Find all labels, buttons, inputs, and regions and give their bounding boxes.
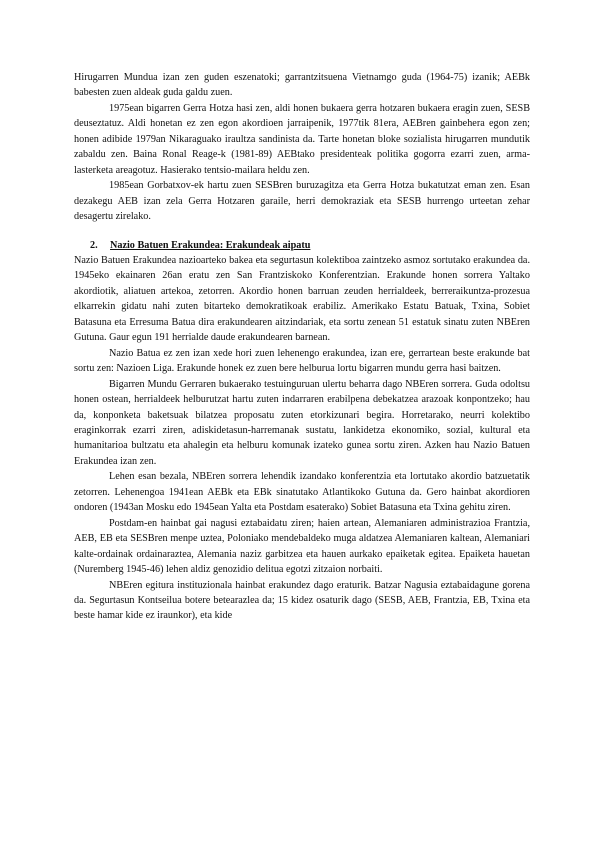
section-number: 2. bbox=[90, 239, 98, 251]
section-heading bbox=[74, 238, 530, 253]
document-page bbox=[74, 70, 530, 624]
paragraph-section-4: Lehen esan bezala, NBEren sorrera lehendik izandako konferentzia eta lortutako akordio batzuetatik zetorren. Lehenengoa 1941ean AEBk eta EBk sinatutako Atlantikoko Gutuna da. Gero hainbat akordioren ondoren (1943an Mosku edo 1945ean Yalta eta Postdam esaterako) Sobiet Batasuna eta Txina gehitu ziren. bbox=[74, 471, 530, 514]
paragraph-section-6: NBEren egitura instituzionala hainbat erakundez dago eraturik. Batzar Nagusia eztabaidagune gorena da. Segurtasun Kontseilua botere betearazlea da; 15 kidez osaturik dago (SESB, AEB, Frantzia, EB, Txina eta beste hamar kide ez iraunkor), eta kide bbox=[74, 579, 530, 622]
paragraph-section-2: Nazio Batua ez zen izan xede hori zuen lehenengo erakundea, izan ere, gerrartean beste erakunde bat sortu zen: Nazioen Liga. Erakunde honek ez zuen bere helburua lortu bigarren mundu gerra hasi baitzen. bbox=[74, 347, 530, 375]
section-spacer bbox=[74, 225, 530, 238]
paragraph-intro-2: 1975ean bigarren Gerra Hotza hasi zen, aldi honen bukaera gerra hotzaren bukaera eragin zuen, SESB deuseztatuz. Aldi honetan ez zen egon akordioen jarraipenik, 1977tik 81era, AEBren gainbehera egon zen; honen adibide 1979an Nikaraguako iraultza sandinista da. Tarte honetan bloke sozialista hirugarren mundutik zabaldu zen. Baina Ronal Reage-k (1981-89) AEBtako presidenteak politika gogorra ezarri zuen, arma-lasterketa areagotuz. Hasierako tentsio-mailara heldu zen. bbox=[74, 102, 530, 176]
paragraph-intro-3: 1985ean Gorbatxov-ek hartu zuen SESBren buruzagitza eta Gerra Hotza bukatutzat eman zen. Esan dezakegu AEB izan zela Gerra Hotzaren garaile, herri demokraziak eta SESB hurrengo urteetan zehar desagertu zirelako. bbox=[74, 180, 530, 223]
paragraph-section-1: Nazio Batuen Erakundea nazioarteko bakea eta segurtasun kolektiboa zaintzeko asmoz sortutako erakundea da. 1945eko ekainaren 26an eratu zen San Frantziskoko Konferentzian. Erakunde honen sorrera Yaltako akordiotik, aliatuen artekoa, zetorren. Akordio honen barruan zeuden herrialdeek, berreraikuntza-prozesua elkarrekin gidatu nahi zuten bitarteko demokratikoak erabiliz. Amerikako Estatu Batuak, Txina, Sobiet Batasuna eta Erresuma Batua dira erakundearen aitzindariak, eta sortu zenean 51 estatuk sinatu zuten NBEren Gutuna. Gaur egun 191 herrialde daude erakundearen barnean. bbox=[74, 254, 530, 344]
section-title: Nazio Batuen Erakundea: Erakundeak aipatu bbox=[110, 239, 311, 251]
paragraph-section-3: Bigarren Mundu Gerraren bukaerako testuinguruan ulertu beharra dago NBEren sorrera. Guda odoltsu honen ostean, herrialdeek helburutzat hartu zuten indarraren erabilpena debekatzea arazoak konpontzeko; hau da, konponketa baketsuak bilatzea proposatu zuten etorkizunari begira. Horretarako, neurri kolektibo eraginkorrak ezarri ziren, adiskidetasun-harremanak sustatu, lankidetza ekonomiko, sozial, kultural eta humanitarioa bultzatu eta ahalegin eta helburu komunak izateko gunea sortu ziren. Azken hau Nazio Batuen Erakundea izan zen. bbox=[74, 378, 530, 467]
paragraph-section-5: Postdam-en hainbat gai nagusi eztabaidatu ziren; haien artean, Alemaniaren administrazioa Frantzia, AEB, EB eta SESBren menpe uztea, Poloniako mendebaldeko muga aldatzea Alemaniaren kaltean, Alemaniari kalte-ordainak ordainaraztea, Alemania naziz garbitzea eta hauen aurkako epaiketak egitea. Epaiketa hauetan (Nuremberg 1945-46) lehen aldiz genozidio delitua egotzi zitzaion norbaiti. bbox=[74, 517, 530, 576]
paragraph-intro-1: Hirugarren Mundua izan zen guden eszenatoki; garrantzitsuena Vietnamgo guda (1964-75) izanik; AEBk babesten zuen aldeak guda galdu zuen. bbox=[74, 72, 530, 99]
